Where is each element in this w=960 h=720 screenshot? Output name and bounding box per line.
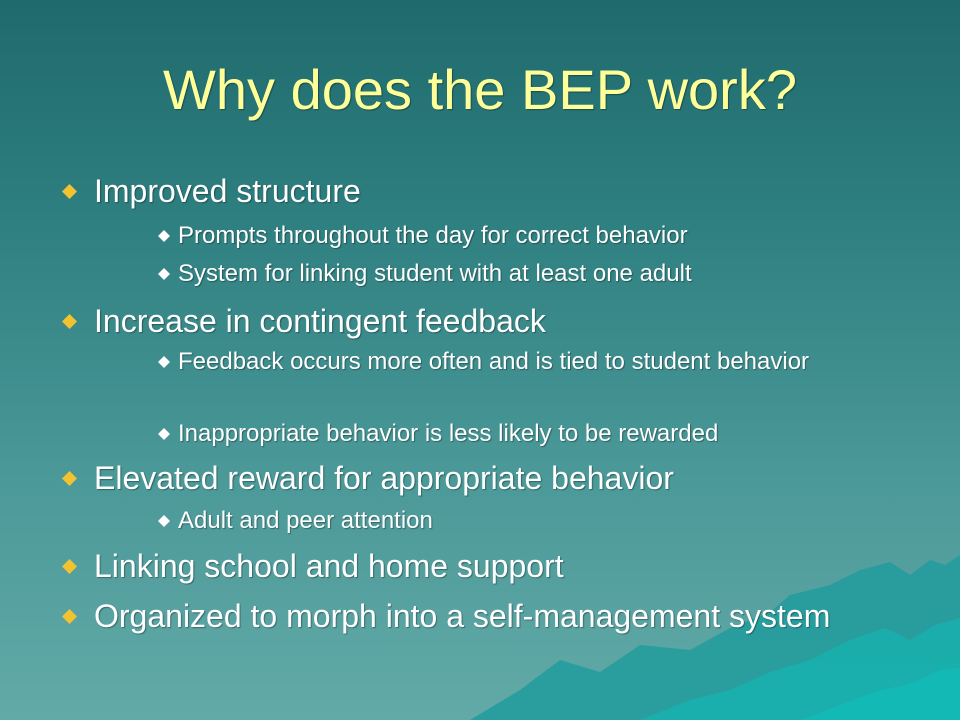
sub-bullet-item [158,418,868,450]
bullet-item [60,302,884,340]
diamond-bullet-icon [62,314,77,329]
sub-bullet-text: System for linking student with at least one adult [178,260,692,287]
sub-bullet-text: Inappropriate behavior is less likely to be rewarded [178,420,719,447]
diamond-bullet-icon [62,184,77,199]
sub-bullet-item [158,346,868,378]
sub-bullet-text: Prompts throughout the day for correct behavior [178,222,688,249]
diamond-bullet-icon [62,471,77,486]
diamond-bullet-icon [158,230,170,242]
diamond-bullet-icon [158,428,170,440]
bullet-text: Improved structure [94,173,361,209]
bullet-item [60,547,884,585]
slide-title: Why does the BEP work? [163,58,797,121]
bullet-text: Elevated reward for appropriate behavior [94,460,674,496]
bullet-item [60,459,884,497]
sub-bullet-item [158,220,868,252]
bullet-item [60,597,884,635]
bullet-item [60,172,884,210]
sub-bullet-item [158,258,868,290]
diamond-bullet-icon [62,609,77,624]
sub-bullet-item [158,505,868,537]
bullet-text: Increase in contingent feedback [94,303,546,339]
sub-bullet-text: Feedback occurs more often and is tied to student behavior [178,348,810,375]
diamond-bullet-icon [62,559,77,574]
diamond-bullet-icon [158,515,170,527]
bullet-text: Organized to morph into a self-management system [94,598,831,634]
sub-bullet-text: Adult and peer attention [178,507,433,534]
bullet-text: Linking school and home support [94,548,564,584]
diamond-bullet-icon [158,268,170,280]
diamond-bullet-icon [158,356,170,368]
